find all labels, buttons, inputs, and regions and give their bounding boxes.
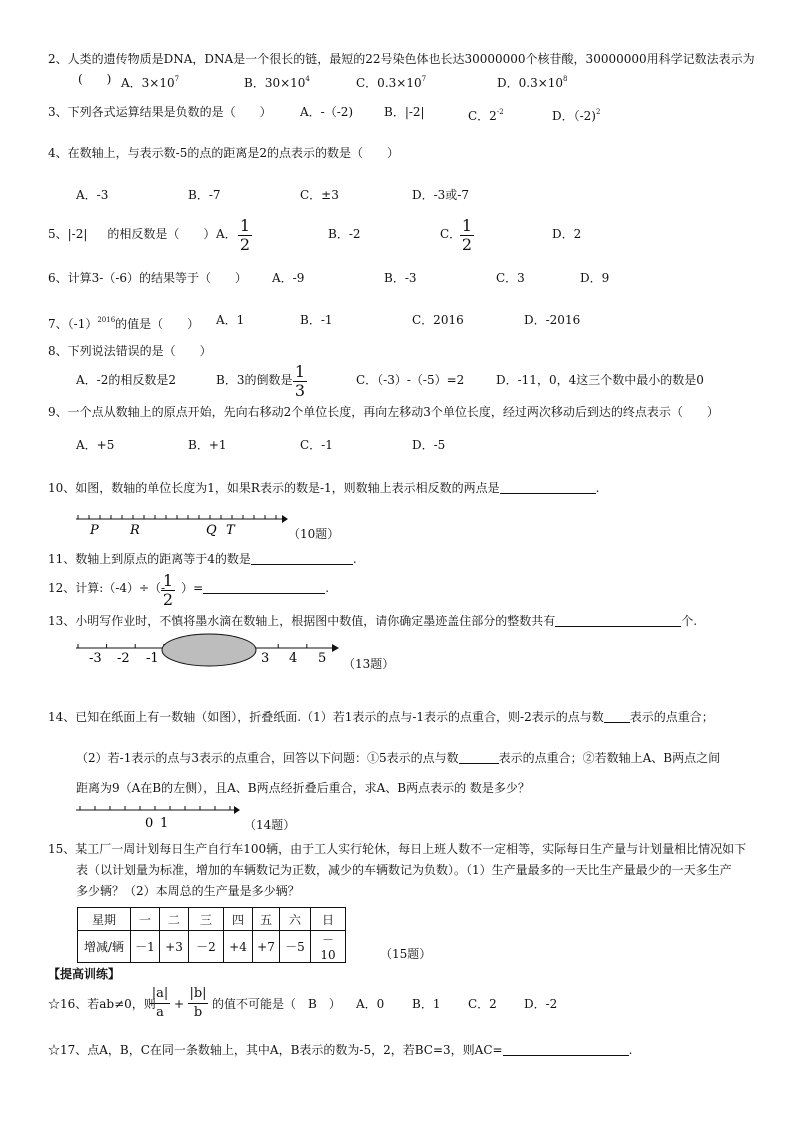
q13-tick-label: -2 <box>117 651 130 666</box>
q13-caption: （13题） <box>343 657 395 671</box>
q11-stem: 11、数轴上到原点的距离等于4的数是 . <box>48 552 357 566</box>
q6-option-d: D．9 <box>580 271 610 285</box>
q17-answer-blank[interactable] <box>503 1043 629 1056</box>
q5-option-c: C． <box>440 227 462 241</box>
q2-option-a: A．$3\times 10^7$ <box>121 75 180 90</box>
table-header-row <box>78 908 346 931</box>
q17-stem: ☆17、点A，B，C在同一条数轴上，其中A，B表示的数为-5，2，若BC=3，则AC= . <box>48 1043 633 1057</box>
q7-option-a: A．1 <box>216 313 245 327</box>
table-cell: 三 <box>189 908 224 931</box>
q15-line3: 多少辆？（2）本周总的生产量是多少辆？ <box>76 884 300 898</box>
q8-option-b: B．3的倒数是 <box>216 373 293 387</box>
table-cell: 星期 <box>78 908 131 931</box>
q16-option-b: B．1 <box>412 997 441 1011</box>
q6-option-b: B．-3 <box>384 271 417 285</box>
q15-line2: 表（以计划量为标准，增加的车辆数记为正数，减少的车辆数记为负数）。（1）生产量最多的一天比生产量最少的一天多生产 <box>76 863 732 877</box>
q7-option-c: C．2016 <box>412 313 464 327</box>
table-cell: 四 <box>224 908 253 931</box>
table-cell: －5 <box>280 931 311 963</box>
q14-line3: 距离为9（A在B的左侧），且A、B两点经折叠后重合，求A、B两点表示的 数是多少？ <box>76 781 530 795</box>
q9-option-c: C．-1 <box>300 438 333 452</box>
q16-option-d: D．-2 <box>524 997 558 1011</box>
q10-label-r: R <box>130 523 140 538</box>
q6-option-a: A．-9 <box>272 271 305 285</box>
q2-option-b: B．$30\times 10^4$ <box>244 75 310 90</box>
q4-option-a: A．-3 <box>76 188 109 202</box>
q13-tick-label: -3 <box>89 651 102 666</box>
q14-caption: （14题） <box>244 818 296 832</box>
table-cell: 二 <box>160 908 189 931</box>
q8-option-d: D．-11，0，4这三个数中最小的数是0 <box>496 373 704 387</box>
q3-option-b: B．|-2| <box>384 105 425 119</box>
q9-option-b: B．+1 <box>188 438 227 452</box>
q8-stem: 8、下列说法错误的是（ ） <box>48 344 212 358</box>
q4-option-b: B．-7 <box>188 188 221 202</box>
q2-option-d: D．$0.3\times 10^8$ <box>497 75 568 90</box>
table-cell: 五 <box>253 908 280 931</box>
q16-pre: ☆16、若ab≠0，则 <box>48 997 156 1011</box>
q15-caption: （15题） <box>380 947 432 961</box>
q16-option-a: A．0 <box>356 997 385 1011</box>
q5-stem: 5、|-2| 的相反数是（ ） <box>48 227 216 241</box>
q2-stem: 2、人类的遗传物质是DNA，DNA是一个很长的链，最短的22号染色体也长达30000000个核苷酸，30000000用科学记数法表示为 <box>48 52 755 66</box>
q7-option-b: B．-1 <box>300 313 333 327</box>
q16-fraction-b: |b| b <box>189 986 207 1020</box>
q8-option-b-fraction: 1 3 <box>294 362 306 400</box>
table-cell: －2 <box>189 931 224 963</box>
q10-label-p: P <box>90 523 99 538</box>
q10-label-t: T <box>226 523 235 538</box>
q13-tick-label: -1 <box>146 651 159 666</box>
q5-option-d: D．2 <box>552 227 582 241</box>
q8-option-a: A．-2的相反数是2 <box>76 373 176 387</box>
q4-option-d: D．-3或-7 <box>412 188 470 202</box>
q3-option-a: A．-（-2) <box>300 105 354 119</box>
q12-stem: 12、计算:（-4）÷（- ）= . <box>48 581 330 595</box>
q6-stem: 6、计算3-（-6）的结果等于（ ） <box>48 271 248 285</box>
q7-option-d: D．-2016 <box>524 313 581 327</box>
q6-option-c: C．3 <box>496 271 525 285</box>
q9-option-d: D．-5 <box>412 438 446 452</box>
q4-stem: 4、在数轴上，与表示数-5的点的距离是2的点表示的数是（ ） <box>48 146 399 160</box>
section-title: 【提高训练】 <box>48 967 121 981</box>
q5-option-b: B．-2 <box>328 227 361 241</box>
q3-option-c: C．$2^{-2}$ <box>468 108 504 123</box>
q5-option-c-fraction: 1 2 <box>461 216 473 254</box>
q7-stem: 7、$(-1)^{2016}$的值是（ ） <box>48 316 200 331</box>
q16-fraction-a: |a| a <box>151 986 169 1020</box>
q14-line1: 14、已知在纸面上有一数轴（如图），折叠纸面.（1）若1表示的点与-1表示的点重合，则-2表示的点与数 表示的点重合； <box>48 710 714 724</box>
q14-tick-label: 0 <box>145 816 154 831</box>
table-cell: +3 <box>160 931 189 963</box>
q8-option-c: C．（-3）-（-5）=2 <box>356 373 465 387</box>
q13-tick-label: 4 <box>289 651 298 666</box>
q9-option-a: A．+5 <box>76 438 115 452</box>
q10-caption: （10题） <box>288 527 340 541</box>
q3-stem: 3、下列各式运算结果是负数的是（ ） <box>48 105 272 119</box>
q4-option-c: C．±3 <box>300 188 339 202</box>
q12-fraction: 1 2 <box>162 571 174 609</box>
q16-post: 的值不可能是（ B ） <box>212 997 341 1011</box>
q16-plus: + <box>174 997 185 1011</box>
q16-option-c: C．2 <box>468 997 497 1011</box>
table-cell: +7 <box>253 931 280 963</box>
q13-tick-label: 3 <box>261 651 270 666</box>
table-cell: 增减/辆 <box>78 931 131 963</box>
table-cell: －10 <box>311 931 346 963</box>
q14-tick-label: 1 <box>160 816 169 831</box>
table-row <box>78 931 346 963</box>
q2-paren: ( ) <box>78 72 112 86</box>
table-cell: +4 <box>224 931 253 963</box>
q15-table <box>77 907 346 963</box>
table-cell: －1 <box>131 931 160 963</box>
q13-stem: 13、小明写作业时，不慎将墨水滴在数轴上，根据图中数值，请你确定墨迹盖住部分的整数共有 个. <box>48 614 698 628</box>
table-cell: 一 <box>131 908 160 931</box>
q5-option-a-fraction: 1 2 <box>239 216 251 254</box>
table-cell: 六 <box>280 908 311 931</box>
q10-label-q: Q <box>206 523 217 538</box>
q14-line2: （2）若-1表示的点与3表示的点重合，回答以下问题：①5表示的点与数 表示的点重合；②若数轴上A、B两点之间 <box>76 751 721 765</box>
q9-stem: 9、一个点从数轴上的原点开始，先向右移动2个单位长度，再向左移动3个单位长度，经过两次移动后到达的终点表示（ ） <box>48 405 719 419</box>
q5-option-a: A． <box>216 227 237 241</box>
q13-tick-label: 5 <box>318 651 327 666</box>
table-cell: 日 <box>311 908 346 931</box>
q15-line1: 15、某工厂一周计划每日生产自行车100辆，由于工人实行轮休，每日上班人数不一定相等，实际每日生产量与计划量相比情况如下 <box>48 842 747 856</box>
q10-stem: 10、如图，数轴的单位长度为1，如果R表示的数是-1，则数轴上表示相反数的两点是 . <box>48 481 600 495</box>
q3-option-d: D．（-2)$^2$ <box>552 108 601 123</box>
q2-option-c: C．$0.3\times 10^7$ <box>356 75 427 90</box>
